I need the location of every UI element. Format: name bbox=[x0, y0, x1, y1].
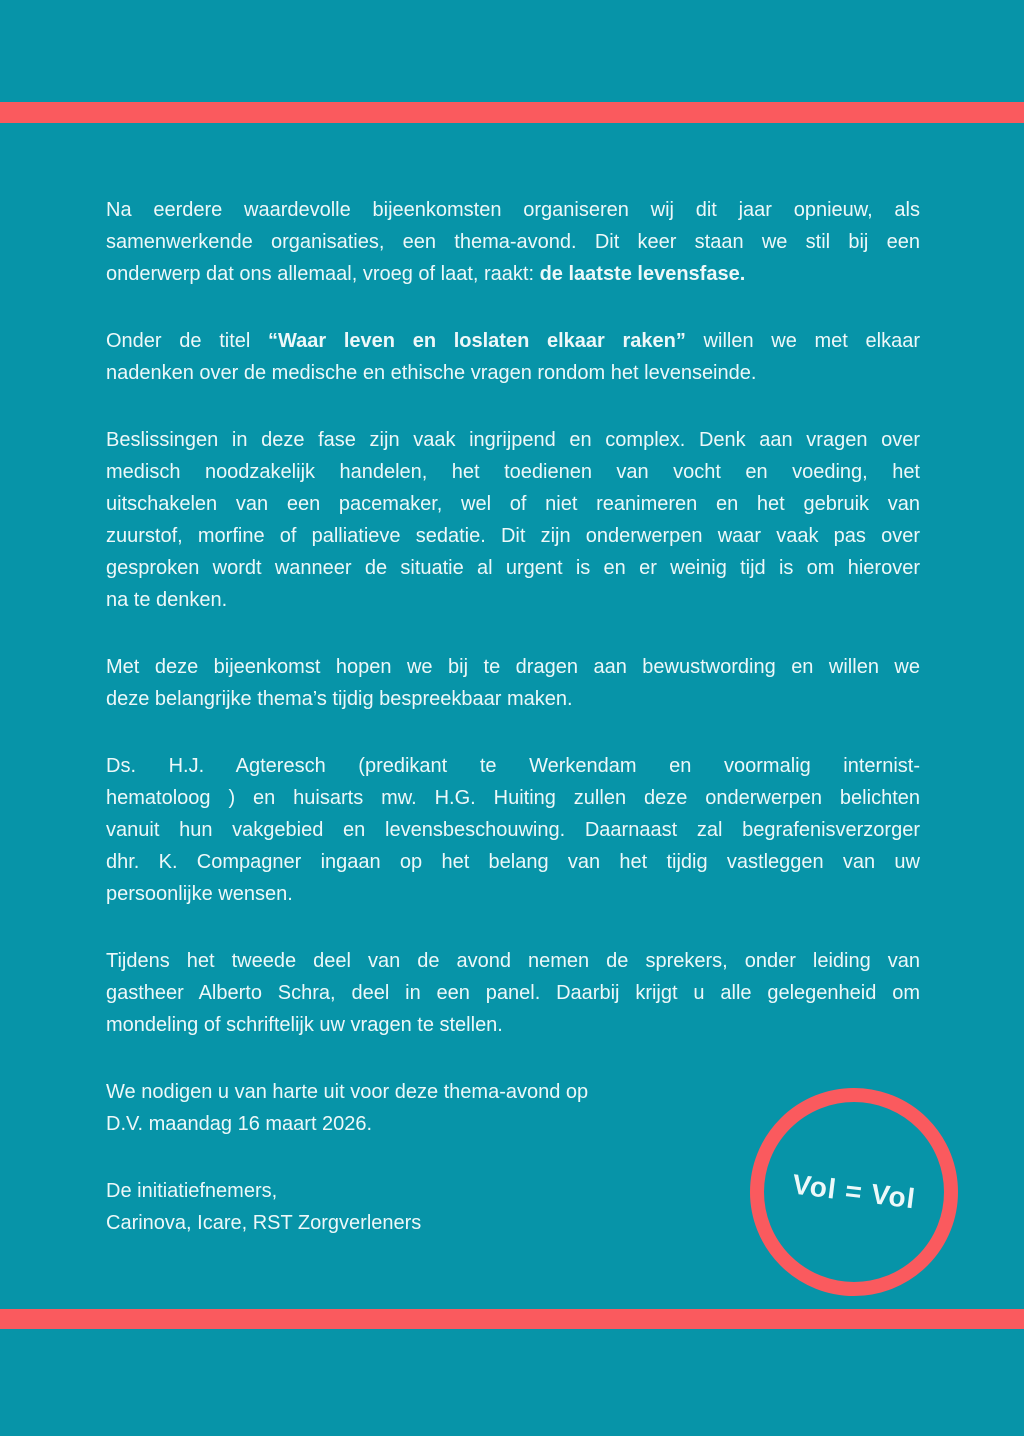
text-line: Carinova, Icare, RST Zorgverleners bbox=[106, 1212, 422, 1234]
text-line: deze belangrijke thema’s tijdig bespreekbaar maken. bbox=[106, 688, 573, 710]
text-line: samenwerkende organisaties, een thema-avond. Dit keer staan we stil bij een bbox=[106, 231, 920, 253]
bottom-accent-bar bbox=[0, 1309, 1024, 1329]
vol-vol-stamp bbox=[750, 1088, 958, 1296]
top-accent-bar bbox=[0, 102, 1024, 123]
text-line: De initiatiefnemers, bbox=[106, 1180, 278, 1202]
text-line: Met deze bijeenkomst hopen we bij te dragen aan bewustwording en willen we bbox=[106, 656, 920, 678]
text-line: dhr. K. Compagner ingaan op het belang van het tijdig vastleggen van uw bbox=[106, 851, 920, 873]
text-line: medisch noodzakelijk handelen, het toedienen van vocht en voeding, het bbox=[106, 461, 920, 483]
text-line: Tijdens het tweede deel van de avond nemen de sprekers, onder leiding van bbox=[106, 950, 920, 972]
text-line: nadenken over de medische en ethische vragen rondom het levenseinde. bbox=[106, 362, 757, 384]
text-line: uitschakelen van een pacemaker, wel of niet reanimeren en het gebruik van bbox=[106, 493, 920, 515]
text-line: D.V. maandag 16 maart 2026. bbox=[106, 1113, 373, 1135]
text-line: onderwerp dat ons allemaal, vroeg of laat, raakt: de laatste levensfase. bbox=[106, 263, 746, 285]
text-line: zuurstof, morfine of palliatieve sedatie. Dit zijn onderwerpen waar vaak pas over bbox=[106, 525, 920, 547]
text-line: gesproken wordt wanneer de situatie al urgent is en er weinig tijd is om hierover bbox=[106, 557, 920, 579]
text-line: We nodigen u van harte uit voor deze thema-avond op bbox=[106, 1081, 589, 1103]
paragraph bbox=[106, 424, 920, 616]
text-line: na te denken. bbox=[106, 589, 228, 611]
text-line: Beslissingen in deze fase zijn vaak ingrijpend en complex. Denk aan vragen over bbox=[106, 429, 920, 451]
paragraph bbox=[106, 194, 920, 290]
paragraph bbox=[106, 945, 920, 1041]
text-line: mondeling of schriftelijk uw vragen te stellen. bbox=[106, 1014, 503, 1036]
text-line: vanuit hun vakgebied en levensbeschouwing. Daarnaast zal begrafenisverzorger bbox=[106, 819, 920, 841]
vol-vol-label: Vol = Vol bbox=[790, 1168, 918, 1215]
text-line: Ds. H.J. Agteresch (predikant te Werkendam en voormalig internist- bbox=[106, 755, 920, 777]
paragraph bbox=[106, 651, 920, 715]
text-line: Na eerdere waardevolle bijeenkomsten organiseren wij dit jaar opnieuw, als bbox=[106, 199, 920, 221]
text-line: Onder de titel “Waar leven en loslaten elkaar raken” willen we met elkaar bbox=[106, 330, 921, 352]
paragraph bbox=[106, 325, 920, 389]
text-line: persoonlijke wensen. bbox=[106, 883, 293, 905]
paragraph bbox=[106, 750, 920, 910]
text-line: hematoloog ) en huisarts mw. H.G. Huiting zullen deze onderwerpen belichten bbox=[106, 787, 920, 809]
text-line: gastheer Alberto Schra, deel in een panel. Daarbij krijgt u alle gelegenheid om bbox=[106, 982, 920, 1004]
